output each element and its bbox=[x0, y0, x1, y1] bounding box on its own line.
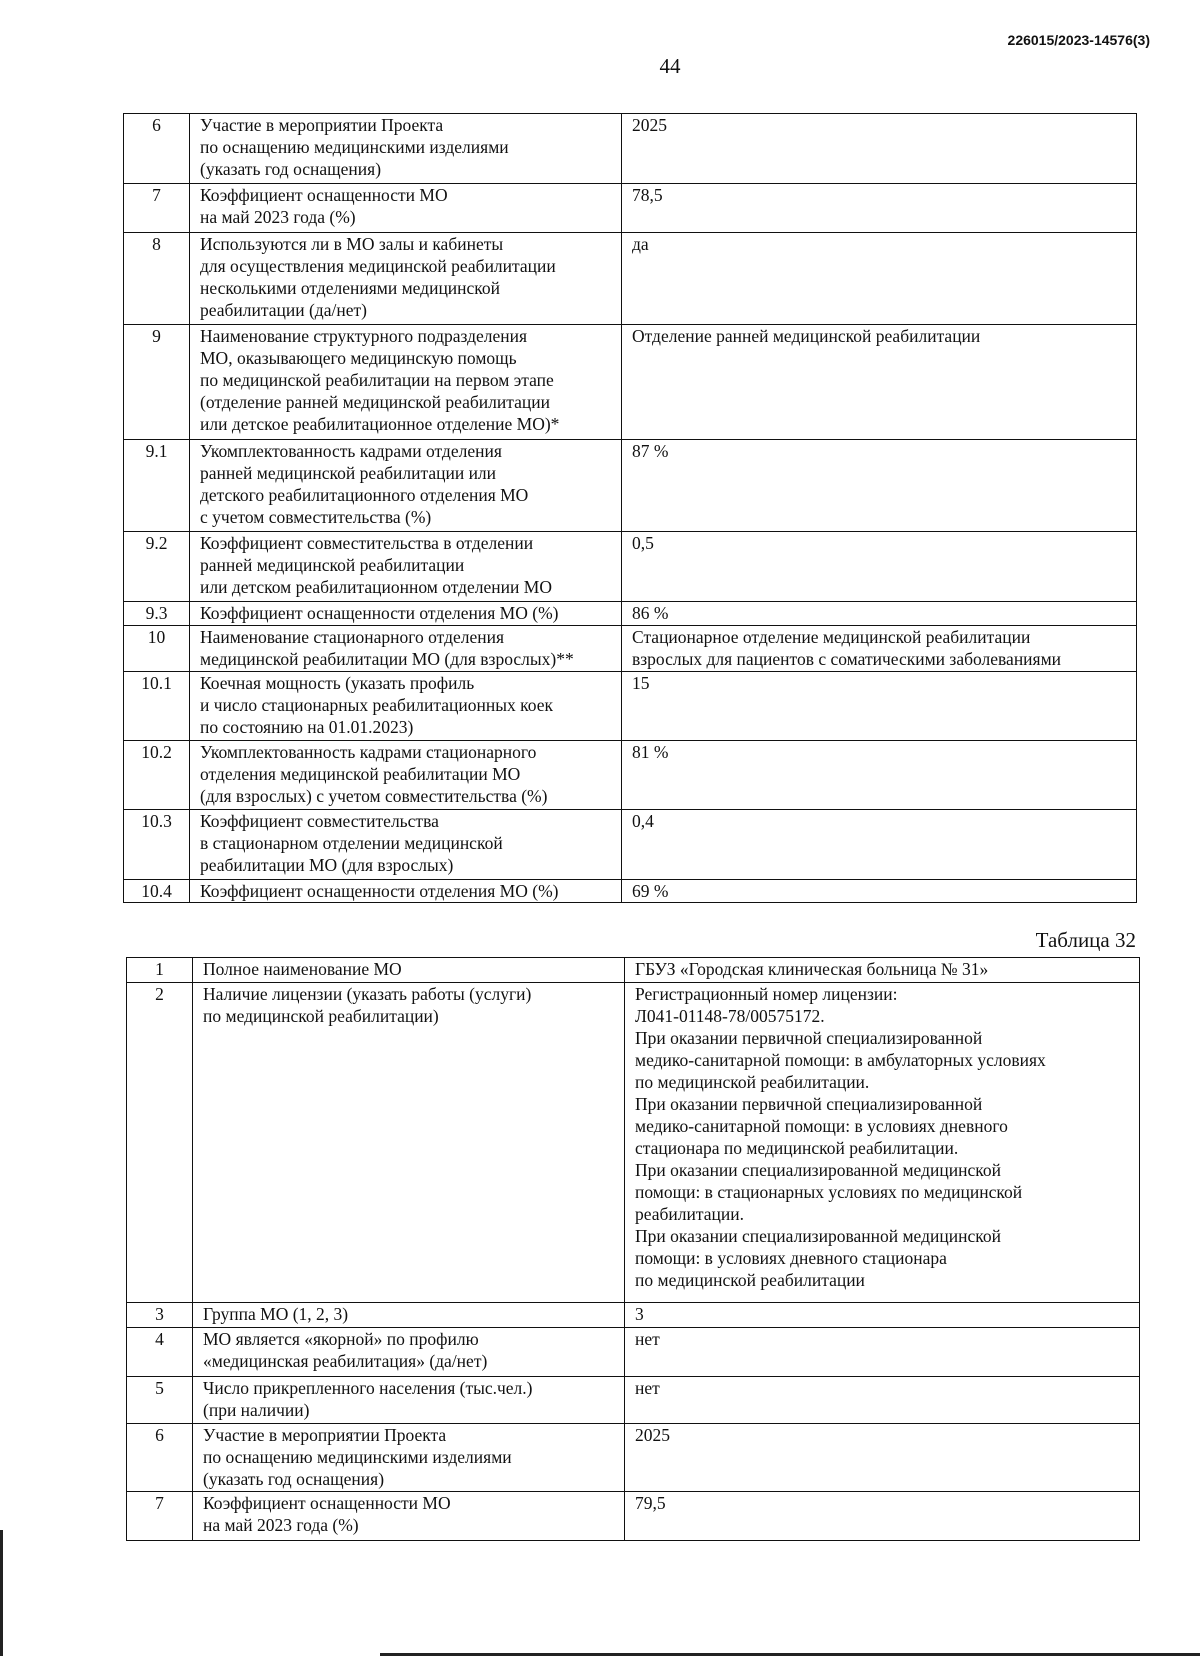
row-number: 3 bbox=[127, 1303, 193, 1328]
row-number: 6 bbox=[124, 114, 190, 184]
table-row bbox=[127, 1328, 1140, 1377]
row-label: Коечная мощность (указать профиль и число стационарных реабилитационных коек по состоянию на 01.01.2023) bbox=[190, 672, 622, 741]
row-label: Полное наименование МО bbox=[193, 958, 625, 983]
row-label: Коэффициент оснащенности МО на май 2023 года (%) bbox=[193, 1492, 625, 1541]
row-label: Участие в мероприятии Проекта по оснащению медицинскими изделиями (указать год оснащения) bbox=[193, 1424, 625, 1492]
row-value: 15 bbox=[622, 672, 1137, 741]
scan-edge-left bbox=[0, 1530, 3, 1656]
table-row bbox=[127, 983, 1140, 1303]
row-value: 78,5 bbox=[622, 184, 1137, 233]
table-row bbox=[127, 1492, 1140, 1541]
row-label: Коэффициент оснащенности МО на май 2023 года (%) bbox=[190, 184, 622, 233]
table-row bbox=[124, 233, 1137, 325]
table-row bbox=[124, 880, 1137, 903]
table-row bbox=[127, 1303, 1140, 1328]
row-label: Коэффициент совместительства в отделении ранней медицинской реабилитации или детском реабилитационном отделении МО bbox=[190, 532, 622, 602]
row-value: нет bbox=[625, 1328, 1140, 1377]
row-label: Коэффициент оснащенности отделения МО (%) bbox=[190, 880, 622, 903]
row-value: 0,5 bbox=[622, 532, 1137, 602]
table-row bbox=[124, 440, 1137, 532]
row-label: Число прикрепленного населения (тыс.чел.) (при наличии) bbox=[193, 1377, 625, 1424]
table-row bbox=[124, 532, 1137, 602]
row-value: 3 bbox=[625, 1303, 1140, 1328]
row-number: 4 bbox=[127, 1328, 193, 1377]
row-value: 79,5 bbox=[625, 1492, 1140, 1541]
row-label: Используются ли в МО залы и кабинеты для осуществления медицинской реабилитации несколькими отделениями медицинской реабилитации (да/нет) bbox=[190, 233, 622, 325]
table-row bbox=[124, 114, 1137, 184]
row-number: 10.2 bbox=[124, 741, 190, 810]
row-value: Регистрационный номер лицензии: Л041-01148-78/00575172. При оказании первичной специализированной медико-санитарной помощи: в амбулаторных условиях по медицинской реабилитации. При оказании первичной специализированной медико-санитарной помощи: в условиях дневного стационара по медицинской реабилитации. При оказании специализированной медицинской помощи: в стационарных условиях по медицинской реабилитации. При оказании специализированной медицинской помощи: в условиях дневного стационара по медицинской реабилитации bbox=[625, 983, 1140, 1303]
row-label: Укомплектованность кадрами отделения ранней медицинской реабилитации или детского реабилитационного отделения МО с учетом совместительства (%) bbox=[190, 440, 622, 532]
table-row bbox=[124, 325, 1137, 440]
row-number: 10.3 bbox=[124, 810, 190, 880]
table-caption: Таблица 32 bbox=[1035, 928, 1136, 952]
row-value: 2025 bbox=[625, 1424, 1140, 1492]
table-row bbox=[127, 958, 1140, 983]
row-label: МО является «якорной» по профилю «медицинская реабилитация» (да/нет) bbox=[193, 1328, 625, 1377]
row-number: 9.2 bbox=[124, 532, 190, 602]
continued-info-table bbox=[123, 113, 1137, 903]
row-label: Участие в мероприятии Проекта по оснащению медицинскими изделиями (указать год оснащения) bbox=[190, 114, 622, 184]
document-id: 226015/2023-14576(3) bbox=[1007, 32, 1150, 48]
row-label: Коэффициент совместительства в стационарном отделении медицинской реабилитации МО (для взрослых) bbox=[190, 810, 622, 880]
row-value: 86 % bbox=[622, 602, 1137, 626]
row-number: 10.4 bbox=[124, 880, 190, 903]
row-label: Группа МО (1, 2, 3) bbox=[193, 1303, 625, 1328]
row-number: 5 bbox=[127, 1377, 193, 1424]
row-label: Наименование стационарного отделения медицинской реабилитации МО (для взрослых)** bbox=[190, 626, 622, 672]
hospital-info-table bbox=[126, 957, 1140, 1541]
table-row bbox=[124, 184, 1137, 233]
row-value: 2025 bbox=[622, 114, 1137, 184]
row-value: да bbox=[622, 233, 1137, 325]
table-row bbox=[124, 810, 1137, 880]
row-number: 10 bbox=[124, 626, 190, 672]
row-number: 8 bbox=[124, 233, 190, 325]
row-value: 81 % bbox=[622, 741, 1137, 810]
table-row bbox=[124, 602, 1137, 626]
table-row bbox=[127, 1424, 1140, 1492]
row-number: 9.3 bbox=[124, 602, 190, 626]
table-row bbox=[127, 1377, 1140, 1424]
row-value: Стационарное отделение медицинской реабилитации взрослых для пациентов с соматическими заболеваниями bbox=[622, 626, 1137, 672]
row-label: Коэффициент оснащенности отделения МО (%) bbox=[190, 602, 622, 626]
row-label: Наименование структурного подразделения МО, оказывающего медицинскую помощь по медицинской реабилитации на первом этапе (отделение ранней медицинской реабилитации или детское реабилитационное отделение МО)* bbox=[190, 325, 622, 440]
row-value: нет bbox=[625, 1377, 1140, 1424]
row-number: 7 bbox=[124, 184, 190, 233]
row-number: 6 bbox=[127, 1424, 193, 1492]
row-number: 9 bbox=[124, 325, 190, 440]
row-value: 0,4 bbox=[622, 810, 1137, 880]
row-value: Отделение ранней медицинской реабилитации bbox=[622, 325, 1137, 440]
row-label: Наличие лицензии (указать работы (услуги) по медицинской реабилитации) bbox=[193, 983, 625, 1303]
row-number: 2 bbox=[127, 983, 193, 1303]
row-number: 7 bbox=[127, 1492, 193, 1541]
row-number: 9.1 bbox=[124, 440, 190, 532]
table-row bbox=[124, 741, 1137, 810]
table-row bbox=[124, 626, 1137, 672]
row-value: 87 % bbox=[622, 440, 1137, 532]
page-number: 44 bbox=[659, 54, 681, 78]
row-number: 1 bbox=[127, 958, 193, 983]
table-row bbox=[124, 672, 1137, 741]
row-label: Укомплектованность кадрами стационарного отделения медицинской реабилитации МО (для взрослых) с учетом совместительства (%) bbox=[190, 741, 622, 810]
row-value: ГБУЗ «Городская клиническая больница № 31» bbox=[625, 958, 1140, 983]
row-number: 10.1 bbox=[124, 672, 190, 741]
row-value: 69 % bbox=[622, 880, 1137, 903]
